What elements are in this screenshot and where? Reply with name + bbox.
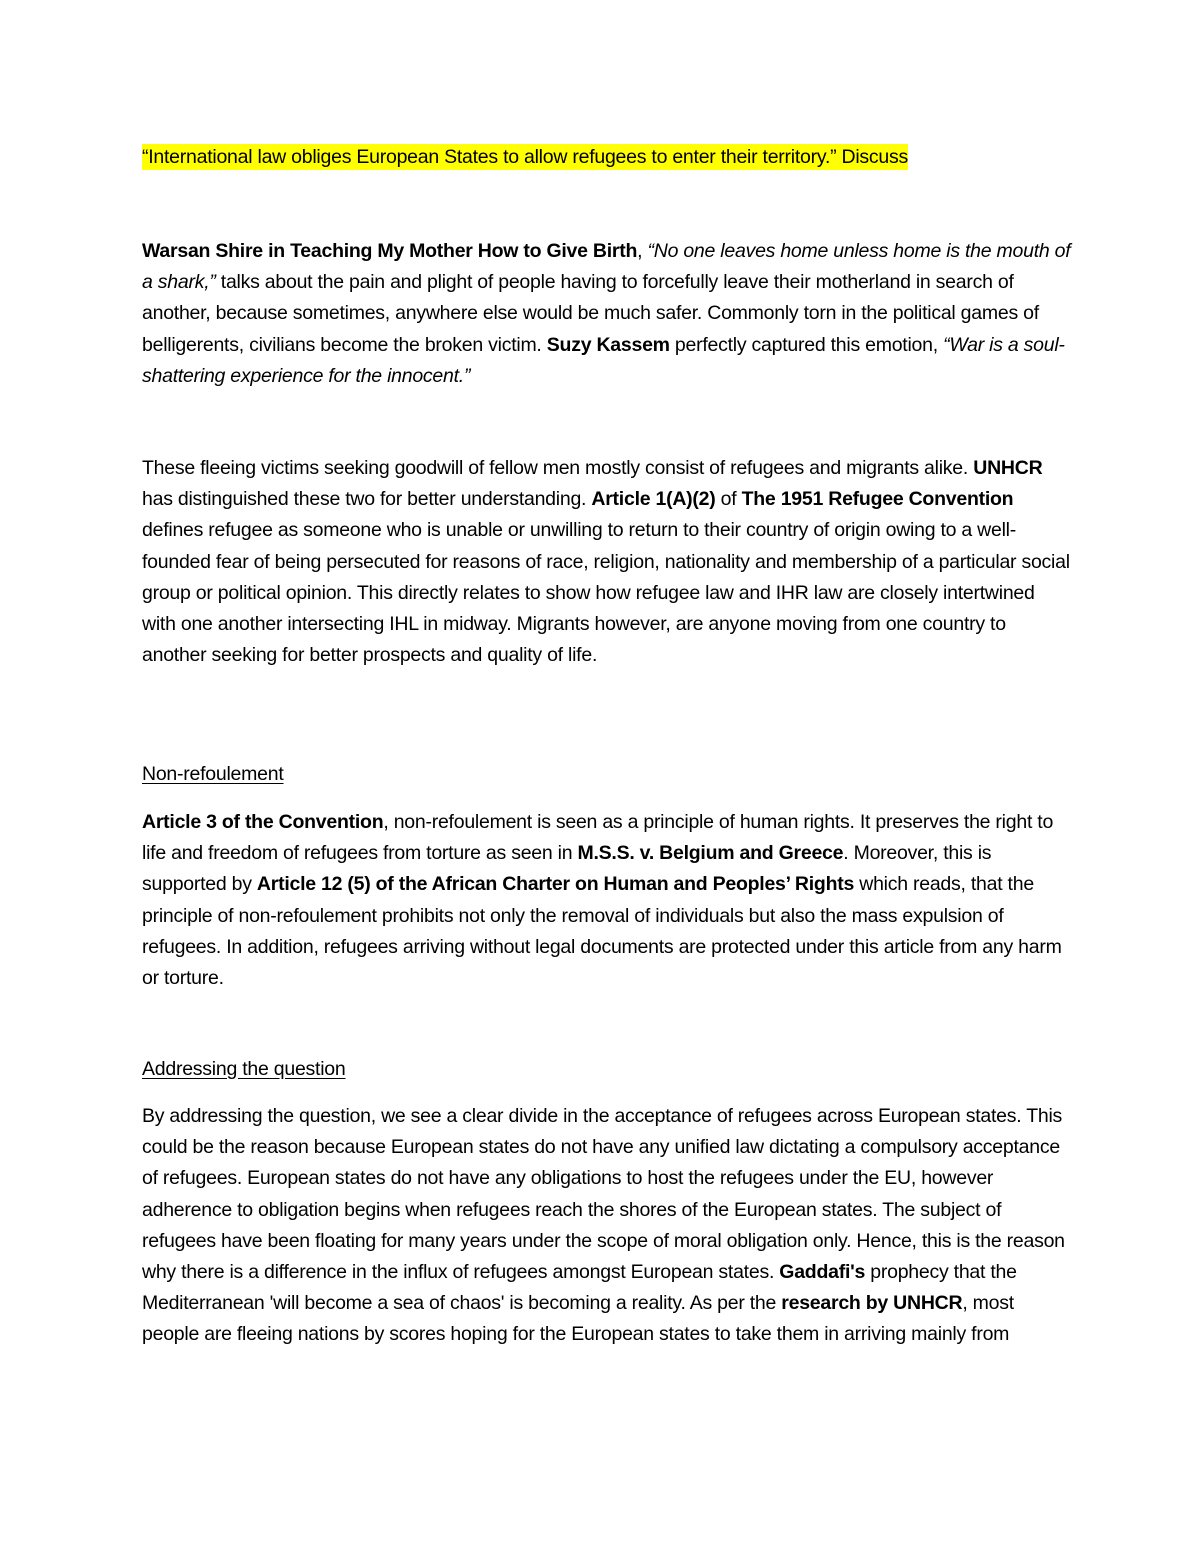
text-fragment: which reads, that the principle of non-refoulement prohibits not only the removal of individuals but also the mass expulsion of refugees. In addition, refugees arriving without legal documents are protected under this article from any harm or torture. (142, 873, 1062, 990)
highlighted-title: “International law obliges European States to allow refugees to enter their territory.” Discuss (142, 146, 909, 168)
org-reference: UNHCR (973, 457, 1043, 479)
section-heading-non-refoulement: Non-refoulement (142, 763, 284, 785)
quote-kassem: “War is a soul-shattering experience for the innocent.” (142, 333, 1065, 387)
text-fragment: , non-refoulement is seen as a principle of human rights. It preserves the right to life and freedom of refugees from torture as seen in (142, 811, 1054, 865)
quote-shire: “No one leaves home unless home is the mouth of a shark,” (142, 240, 1071, 294)
paragraph-definitions (142, 453, 1072, 671)
text-fragment: of (715, 488, 742, 511)
case-reference: M.S.S. v. Belgium and Greece (577, 842, 844, 865)
text-fragment: . Moreover, this is supported by (142, 842, 992, 896)
research-reference: research by UNHCR (781, 1292, 963, 1315)
charter-reference: Article 12 (5) of the African Charter on Human and Peoples’ Rights (256, 873, 855, 896)
text-fragment: perfectly captured this emotion, (669, 333, 944, 356)
article-reference: Article 3 of the Convention (142, 811, 384, 833)
article-reference: Article 1(A)(2) (591, 488, 716, 511)
text-fragment: , (637, 240, 648, 262)
text-fragment: , most people are fleeing nations by scores hoping for the European states to take them in arriving mainly from (142, 1292, 1014, 1346)
section-heading-addressing: Addressing the question (142, 1058, 346, 1080)
text-fragment: has distinguished these two for better understanding. (142, 488, 592, 511)
person-reference: Suzy Kassem (546, 333, 670, 356)
text-fragment: These fleeing victims seeking goodwill of fellow men mostly consist of refugees and migrants alike. (142, 457, 974, 479)
text-fragment: By addressing the question, we see a clear divide in the acceptance of refugees across European states. This could be the reason because European states do not have any unified law dictating a compulsory acceptance of refugees. European states do not have any obligations to host the refugees under the EU, however adherence to obligation begins when refugees reach the shores of the European states. The subject of refugees have been floating for many years under the scope of moral obligation only. Hence, this is the reason why there is a difference in the influx of refugees amongst European states. (142, 1105, 1065, 1284)
person-reference: Gaddafi's (779, 1261, 866, 1284)
paragraph-non-refoulement (142, 807, 1072, 994)
text-fragment: defines refugee as someone who is unable or unwilling to return to their country of origin owing to a well-founded fear of being persecuted for reasons of race, religion, nationality and membership of a particular social group or political opinion. This directly relates to show how refugee law and IHR law are closely intertwined with one another intersecting IHL in midway. Migrants however, are anyone moving from one country to another seeking for better prospects and quality of life. (142, 519, 1070, 667)
text-fragment: talks about the pain and plight of people having to forcefully leave their motherland in search of another, because sometimes, anywhere else would be much safer. Commonly torn in the political games of belligerents, civilians become the broken victim. (142, 271, 1039, 356)
document-title (142, 142, 1072, 173)
paragraph-intro (142, 236, 1072, 392)
text-fragment: prophecy that the Mediterranean 'will become a sea of chaos' is becoming a reality. As per the (142, 1261, 1017, 1315)
convention-reference: The 1951 Refugee Convention (741, 488, 1014, 511)
paragraph-addressing (142, 1101, 1072, 1351)
author-reference: Warsan Shire in Teaching My Mother How to Give Birth (142, 240, 638, 262)
